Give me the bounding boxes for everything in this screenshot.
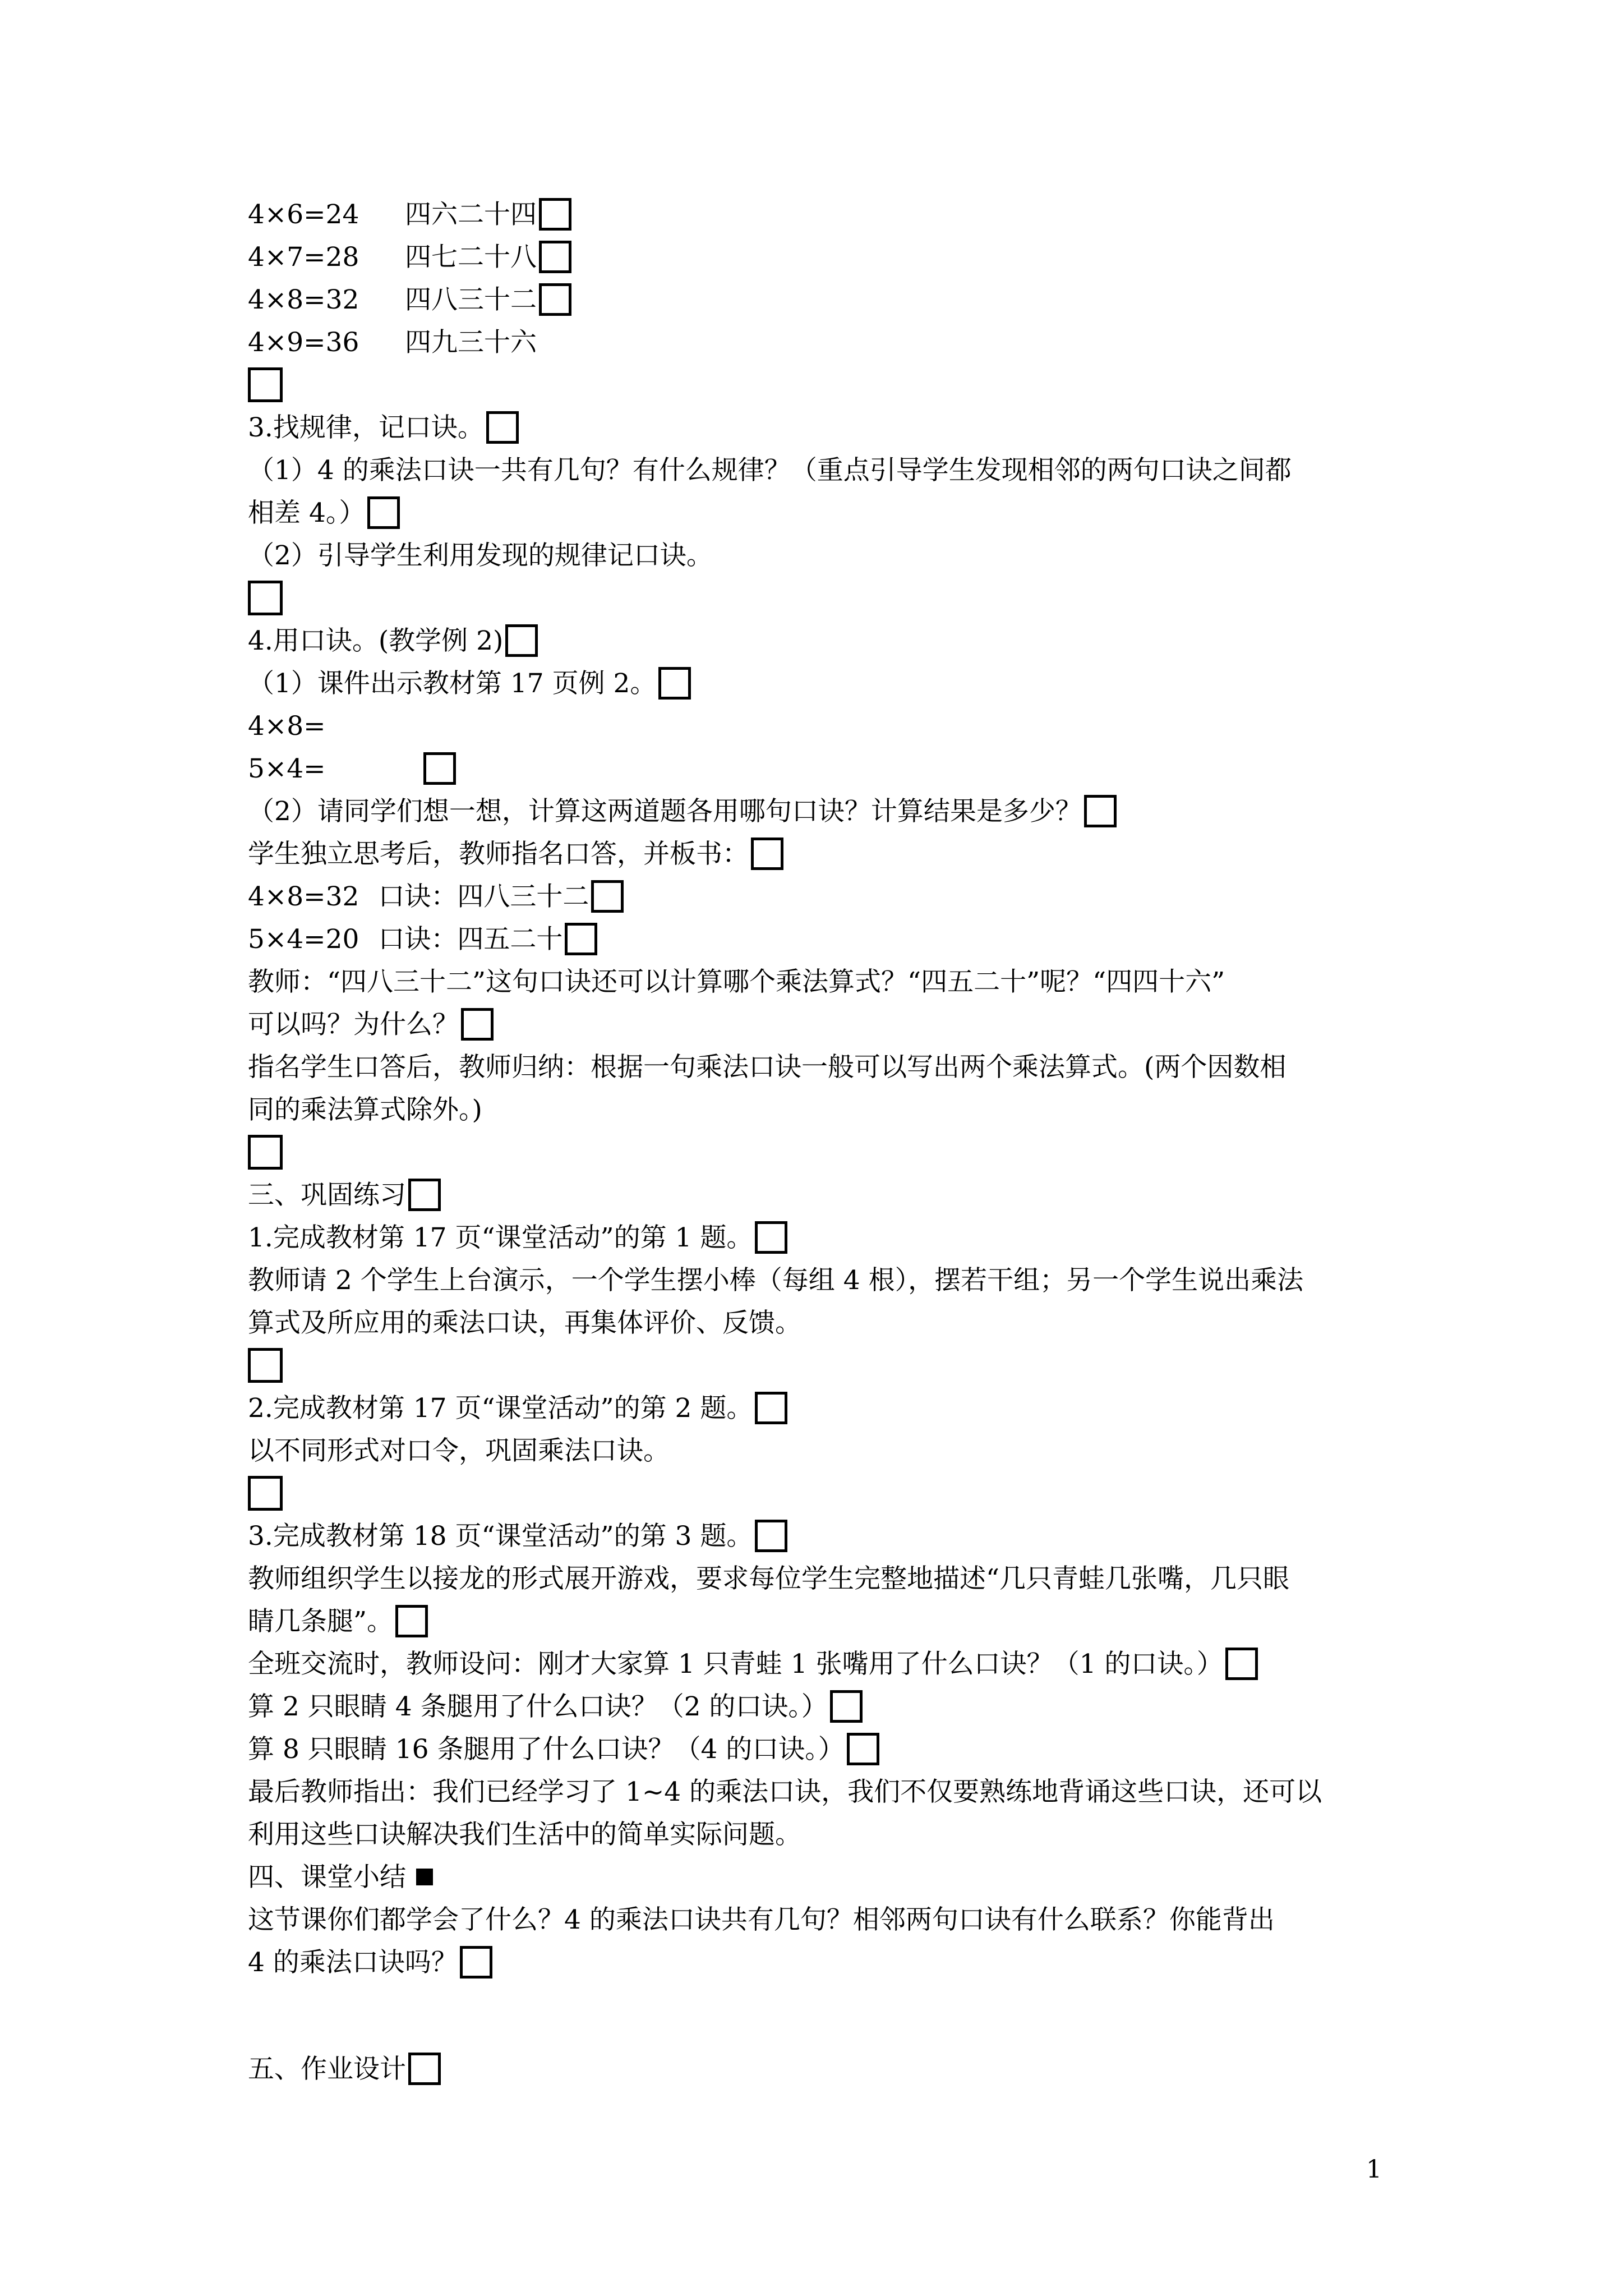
placeholder-box bbox=[408, 2053, 441, 2085]
placeholder-box bbox=[505, 624, 538, 657]
paragraph-line: 相差 4。） bbox=[248, 492, 1392, 535]
placeholder-box bbox=[755, 1520, 787, 1552]
verse: 四六二十四 bbox=[405, 199, 537, 230]
equation: 4×6=24 bbox=[248, 199, 359, 230]
placeholder-box bbox=[248, 367, 283, 402]
table-row bbox=[248, 194, 1392, 236]
paragraph-line: （1）4 的乘法口诀一共有几句？有什么规律？（重点引导学生发现相邻的两句口诀之间都 bbox=[248, 455, 1292, 486]
placeholder-box bbox=[847, 1733, 879, 1765]
paragraph-line: 同的乘法算式除外。) bbox=[248, 1094, 482, 1125]
table-row bbox=[248, 236, 1392, 279]
placeholder-box bbox=[658, 667, 691, 700]
answer-line: 5×4=20 口诀：四五二十 bbox=[248, 918, 1392, 961]
paragraph-line: 指名学生口答后，教师归纳：根据一句乘法口诀一般可以写出两个乘法算式。(两个因数相 bbox=[248, 1052, 1287, 1083]
placeholder-box bbox=[248, 1476, 283, 1511]
box-line bbox=[248, 1473, 1392, 1515]
paragraph-line: 学生独立思考后，教师指名口答，并板书： bbox=[248, 833, 1392, 876]
box-line bbox=[248, 1345, 1392, 1387]
placeholder-box bbox=[539, 283, 571, 316]
paragraph-line: 算式及所应用的乘法口诀，再集体评价、反馈。 bbox=[248, 1308, 801, 1338]
paragraph-line: 利用这些口诀解决我们生活中的简单实际问题。 bbox=[248, 1819, 801, 1850]
equation: 4×9=36 bbox=[248, 327, 359, 358]
placeholder-box bbox=[755, 1221, 787, 1254]
verse: 四八三十二 bbox=[405, 284, 537, 315]
placeholder-box bbox=[1225, 1648, 1258, 1680]
paragraph-line: 这节课你们都学会了什么？4 的乘法口诀共有几句？相邻两句口诀有什么联系？你能背出 bbox=[248, 1904, 1275, 1935]
section-title: 五、作业设计 bbox=[248, 2048, 1392, 2091]
placeholder-box bbox=[460, 1946, 492, 1978]
paragraph-line: 教师：“四八三十二”这句口诀还可以计算哪个乘法算式？“四五二十”呢？“四四十六” bbox=[248, 967, 1225, 997]
table-row bbox=[248, 279, 1392, 321]
verse: 四七二十八 bbox=[405, 242, 537, 273]
placeholder-box bbox=[423, 752, 456, 785]
equation: 4×8=32 bbox=[248, 284, 359, 315]
page-number: 1 bbox=[1366, 2155, 1382, 2184]
placeholder-box bbox=[248, 1135, 283, 1170]
document-body bbox=[248, 194, 1392, 2091]
square-bullet-icon bbox=[416, 1869, 433, 1885]
placeholder-box bbox=[591, 880, 624, 913]
paragraph-line: （2）请同学们想一想，计算这两道题各用哪句口诀？计算结果是多少？ bbox=[248, 790, 1392, 833]
verse: 四九三十六 bbox=[405, 327, 537, 358]
placeholder-box bbox=[408, 1179, 441, 1211]
section-title: 4.用口诀。(教学例 2) bbox=[248, 620, 1392, 662]
paragraph-line: 教师组织学生以接龙的形式展开游戏，要求每位学生完整地描述“几只青蛙几张嘴，几只眼 bbox=[248, 1563, 1290, 1594]
table-row bbox=[248, 321, 1392, 364]
placeholder-box bbox=[751, 838, 783, 870]
placeholder-box bbox=[539, 198, 571, 231]
box-line bbox=[248, 577, 1392, 620]
placeholder-box bbox=[395, 1605, 428, 1637]
paragraph-line: 可以吗？为什么？ bbox=[248, 1004, 1392, 1046]
placeholder-box bbox=[830, 1690, 863, 1723]
section-title: 3.找规律，记口诀。 bbox=[248, 407, 1392, 449]
placeholder-box bbox=[486, 411, 519, 444]
section-title: 三、巩固练习 bbox=[248, 1174, 1392, 1217]
paragraph-line: 全班交流时，教师设问：刚才大家算 1 只青蛙 1 张嘴用了什么口诀？（1 的口诀。） bbox=[248, 1643, 1392, 1686]
placeholder-box bbox=[248, 581, 283, 615]
spacer bbox=[248, 1984, 1392, 2048]
equation: 4×7=28 bbox=[248, 242, 359, 273]
box-line bbox=[248, 1131, 1392, 1174]
section-title: 四、课堂小结 bbox=[248, 1856, 1392, 1899]
paragraph-line: 最后教师指出：我们已经学习了 1~4 的乘法口诀，我们不仅要熟练地背诵这些口诀，还可以 bbox=[248, 1777, 1322, 1807]
paragraph-line: 教师请 2 个学生上台演示，一个学生摆小棒（每组 4 根），摆若干组；另一个学生说出乘法 bbox=[248, 1265, 1304, 1296]
paragraph-line: 4 的乘法口诀吗？ bbox=[248, 1941, 1392, 1984]
placeholder-box bbox=[367, 496, 400, 529]
paragraph-line: 算 2 只眼睛 4 条腿用了什么口诀？（2 的口诀。） bbox=[248, 1686, 1392, 1728]
paragraph-line: 2.完成教材第 17 页“课堂活动”的第 2 题。 bbox=[248, 1387, 1392, 1430]
box-line bbox=[248, 364, 1392, 407]
placeholder-box bbox=[755, 1392, 787, 1424]
placeholder-box bbox=[565, 923, 597, 955]
placeholder-box bbox=[461, 1008, 494, 1041]
paragraph-line: 睛几条腿”。 bbox=[248, 1600, 1392, 1643]
paragraph-line: 算 8 只眼睛 16 条腿用了什么口诀？（4 的口诀。） bbox=[248, 1728, 1392, 1771]
paragraph-line: 以不同形式对口令，巩固乘法口诀。 bbox=[248, 1435, 670, 1466]
paragraph-line: 1.完成教材第 17 页“课堂活动”的第 1 题。 bbox=[248, 1217, 1392, 1259]
paragraph-line: （2）引导学生利用发现的规律记口诀。 bbox=[248, 540, 713, 571]
calc-line: 5×4= bbox=[248, 748, 1392, 790]
placeholder-box bbox=[1084, 795, 1117, 827]
answer-line: 4×8=32 口诀：四八三十二 bbox=[248, 876, 1392, 918]
placeholder-box bbox=[539, 241, 571, 273]
paragraph-line: （1）课件出示教材第 17 页例 2。 bbox=[248, 662, 1392, 705]
paragraph-line: 3.完成教材第 18 页“课堂活动”的第 3 题。 bbox=[248, 1515, 1392, 1558]
placeholder-box bbox=[248, 1348, 283, 1383]
calc-line: 4×8= bbox=[248, 711, 326, 742]
